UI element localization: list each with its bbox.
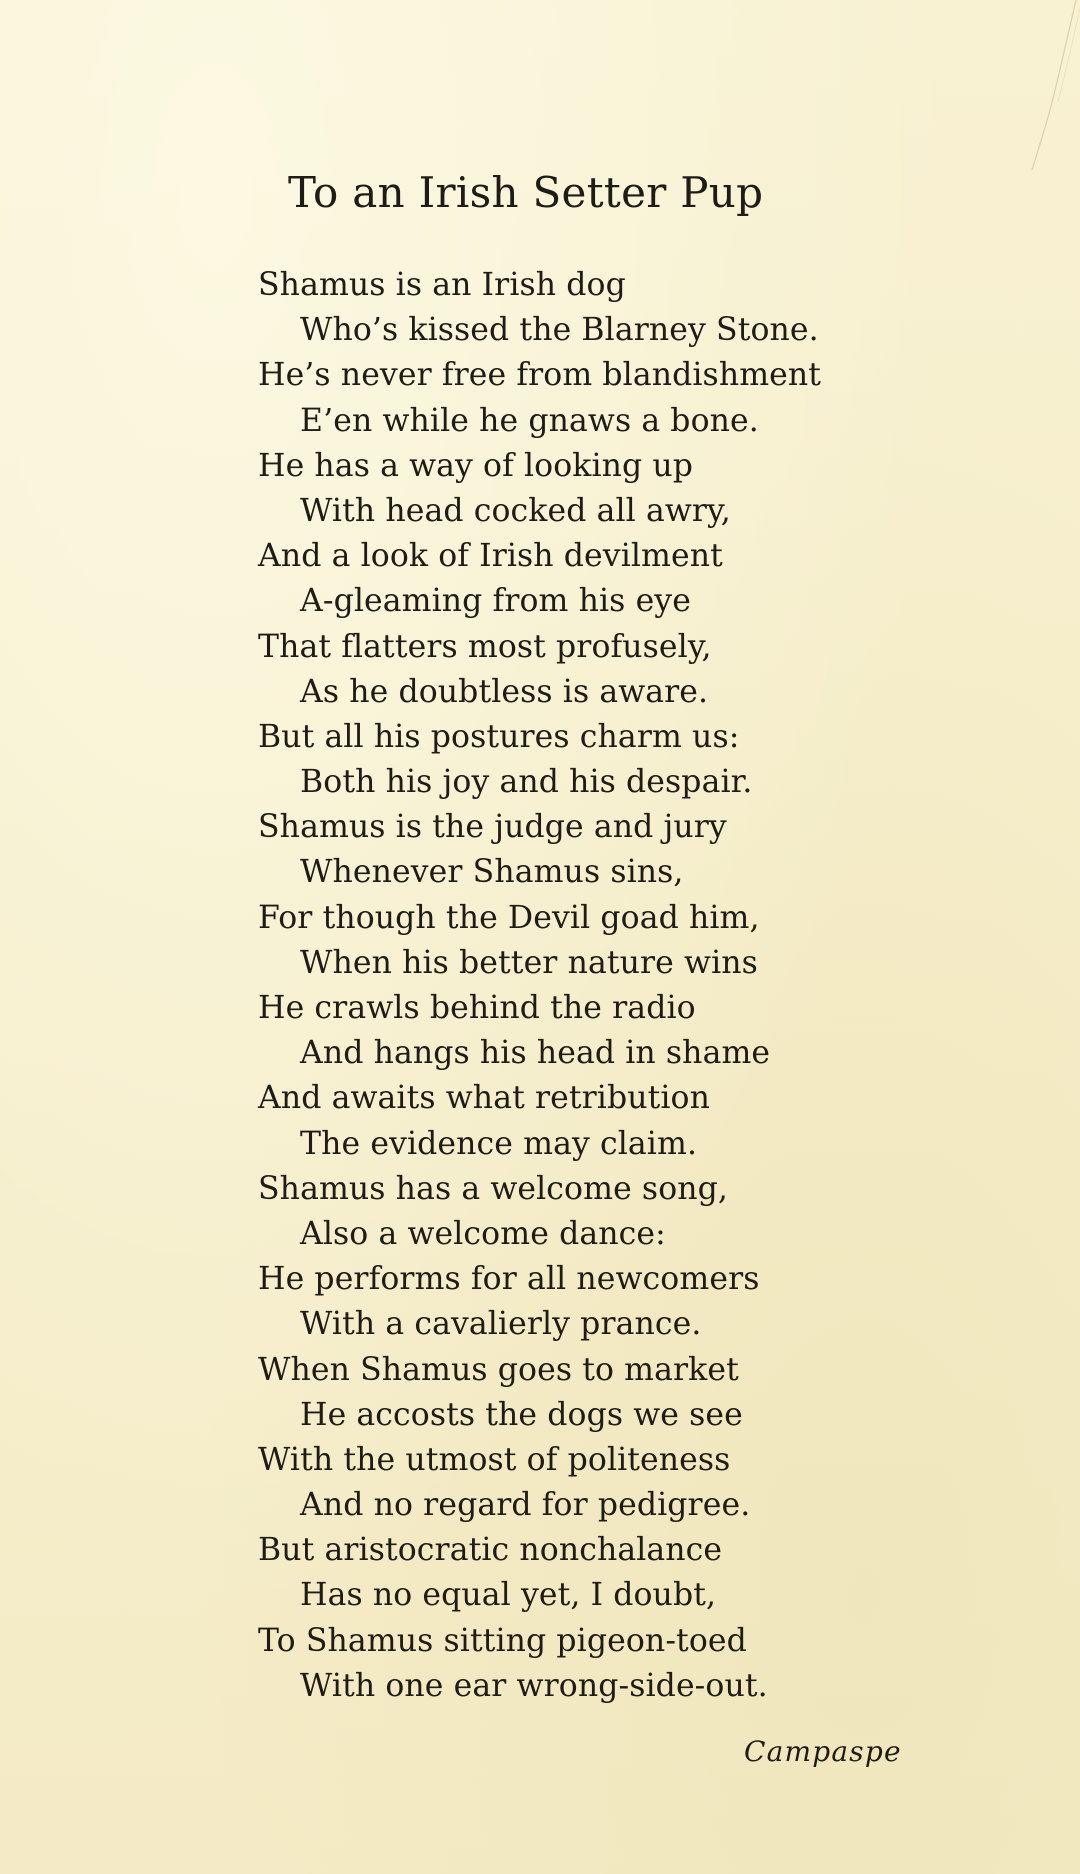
poem-line: Both his joy and his despair.	[300, 764, 753, 801]
poem-line: With a cavalierly prance.	[300, 1306, 702, 1343]
poem-line: E’en while he gnaws a bone.	[300, 402, 759, 439]
poem-line: The evidence may claim.	[300, 1125, 698, 1162]
poem-line: Whenever Shamus sins,	[300, 854, 684, 891]
poem-line: He accosts the dogs we see	[300, 1396, 743, 1433]
poem-line: With the utmost of politeness	[258, 1441, 731, 1478]
poem-line: He has a way of looking up	[258, 447, 694, 484]
poem-body	[258, 263, 821, 1709]
poem-line: And no regard for pedigree.	[300, 1487, 751, 1524]
poem-line: For though the Devil goad him,	[258, 899, 760, 936]
poem-line: And awaits what retribution	[258, 1080, 710, 1117]
poem-title: To an Irish Setter Pup	[288, 168, 764, 217]
poem-line: And a look of Irish devilment	[258, 538, 723, 575]
poem-line: He’s never free from blandishment	[258, 357, 822, 394]
poem-line: Shamus has a welcome song,	[258, 1170, 729, 1207]
poem-line: He crawls behind the radio	[258, 990, 696, 1026]
poem-line: And hangs his head in shame	[300, 1035, 771, 1072]
poem-line: Shamus is an Irish dog	[258, 267, 626, 303]
poem-line: That flatters most profusely,	[258, 628, 712, 665]
poem-line: Who’s kissed the Blarney Stone.	[300, 312, 819, 349]
poem-line: With one ear wrong-side-out.	[300, 1667, 768, 1704]
poem-line: When Shamus goes to market	[258, 1351, 739, 1388]
poem-line: When his better nature wins	[300, 944, 758, 981]
poem-line: To Shamus sitting pigeon-toed	[258, 1622, 747, 1659]
poem-line: As he doubtless is aware.	[300, 673, 709, 710]
poem-line: But aristocratic nonchalance	[258, 1532, 723, 1569]
poem-line: He performs for all newcomers	[258, 1261, 760, 1298]
poem-line: With head cocked all awry,	[300, 492, 731, 529]
poem-line: A-gleaming from his eye	[300, 583, 691, 620]
poem-line: Also a welcome dance:	[300, 1215, 666, 1252]
poem-line: Has no equal yet, I doubt,	[300, 1577, 717, 1614]
poem-line: But all his postures charm us:	[258, 718, 740, 755]
author-signature: Campaspe	[744, 1735, 902, 1768]
paper-crease	[1010, 0, 1080, 170]
poem-line: Shamus is the judge and jury	[258, 809, 727, 846]
